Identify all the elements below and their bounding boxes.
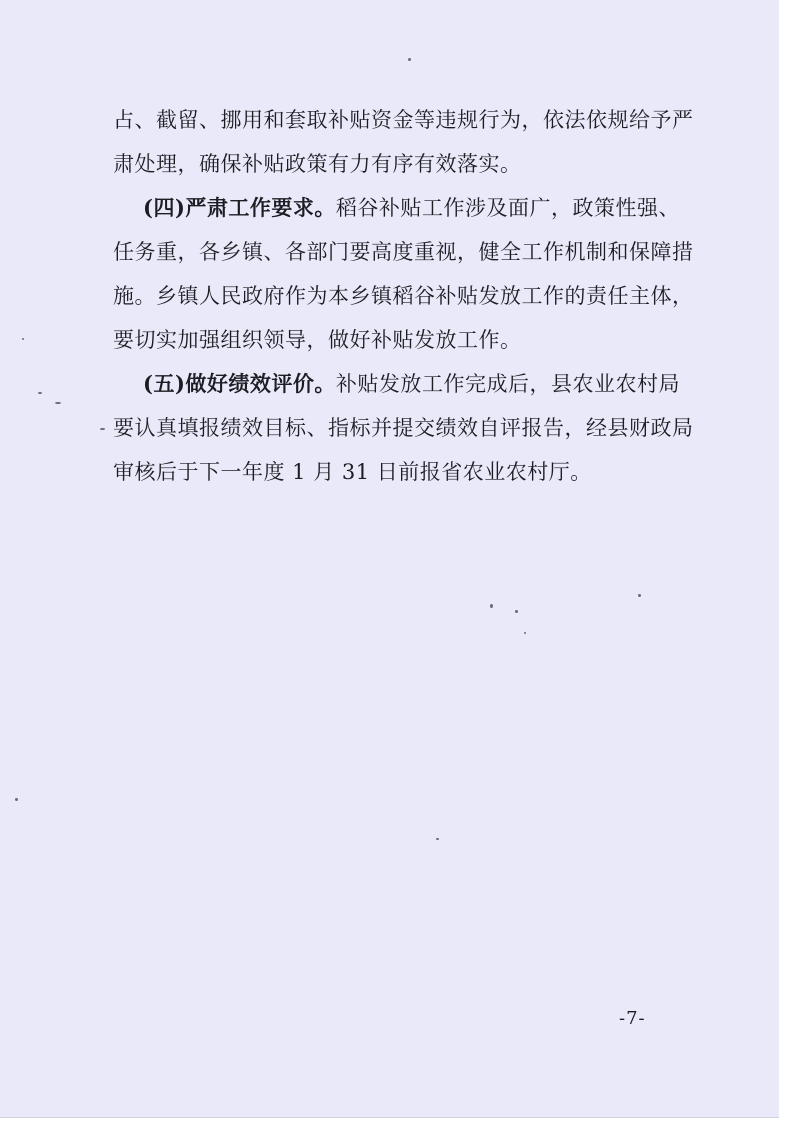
scan-speck	[436, 838, 439, 840]
body-line: 肃处理，确保补贴政策有力有序有效落实。	[113, 152, 522, 176]
body-line: 占、截留、挪用和套取补贴资金等违规行为，依法依规给予严	[113, 108, 694, 132]
body-line	[113, 362, 680, 406]
scan-speck	[100, 428, 105, 430]
scan-speck	[490, 604, 493, 608]
paragraph-continuation	[113, 98, 694, 186]
scan-speck	[22, 338, 24, 340]
body-text: 补贴发放工作完成后，县农业农村局	[335, 372, 680, 396]
body-line: 施。乡镇人民政府作为本乡镇稻谷补贴发放工作的责任主体，	[113, 284, 694, 308]
paragraph-performance-evaluation	[113, 362, 694, 494]
scan-speck	[38, 392, 42, 394]
scan-speck	[524, 632, 526, 634]
body-line	[113, 186, 680, 230]
page-margin	[779, 0, 793, 1121]
body-line: 审核后于下一年度 1 月 31 日前报省农业农村厅。	[113, 460, 592, 484]
scan-speck	[55, 402, 61, 404]
scan-speck	[408, 58, 411, 61]
scan-speck	[515, 610, 518, 613]
body-line: 任务重，各乡镇、各部门要高度重视，健全工作机制和保障措	[113, 240, 694, 264]
page-number: -7-	[619, 1008, 646, 1029]
body-line: 要认真填报绩效目标、指标并提交绩效自评报告，经县财政局	[113, 416, 694, 440]
scan-speck	[15, 798, 18, 801]
scan-speck	[638, 594, 641, 597]
document-body	[113, 98, 694, 494]
body-line: 要切实加强组织领导，做好补贴发放工作。	[113, 328, 522, 352]
section-heading: (四)严肃工作要求。	[143, 195, 336, 220]
body-text: 稻谷补贴工作涉及面广，政策性强、	[335, 196, 680, 220]
section-heading: (五)做好绩效评价。	[143, 371, 336, 396]
paragraph-work-requirements	[113, 186, 694, 362]
